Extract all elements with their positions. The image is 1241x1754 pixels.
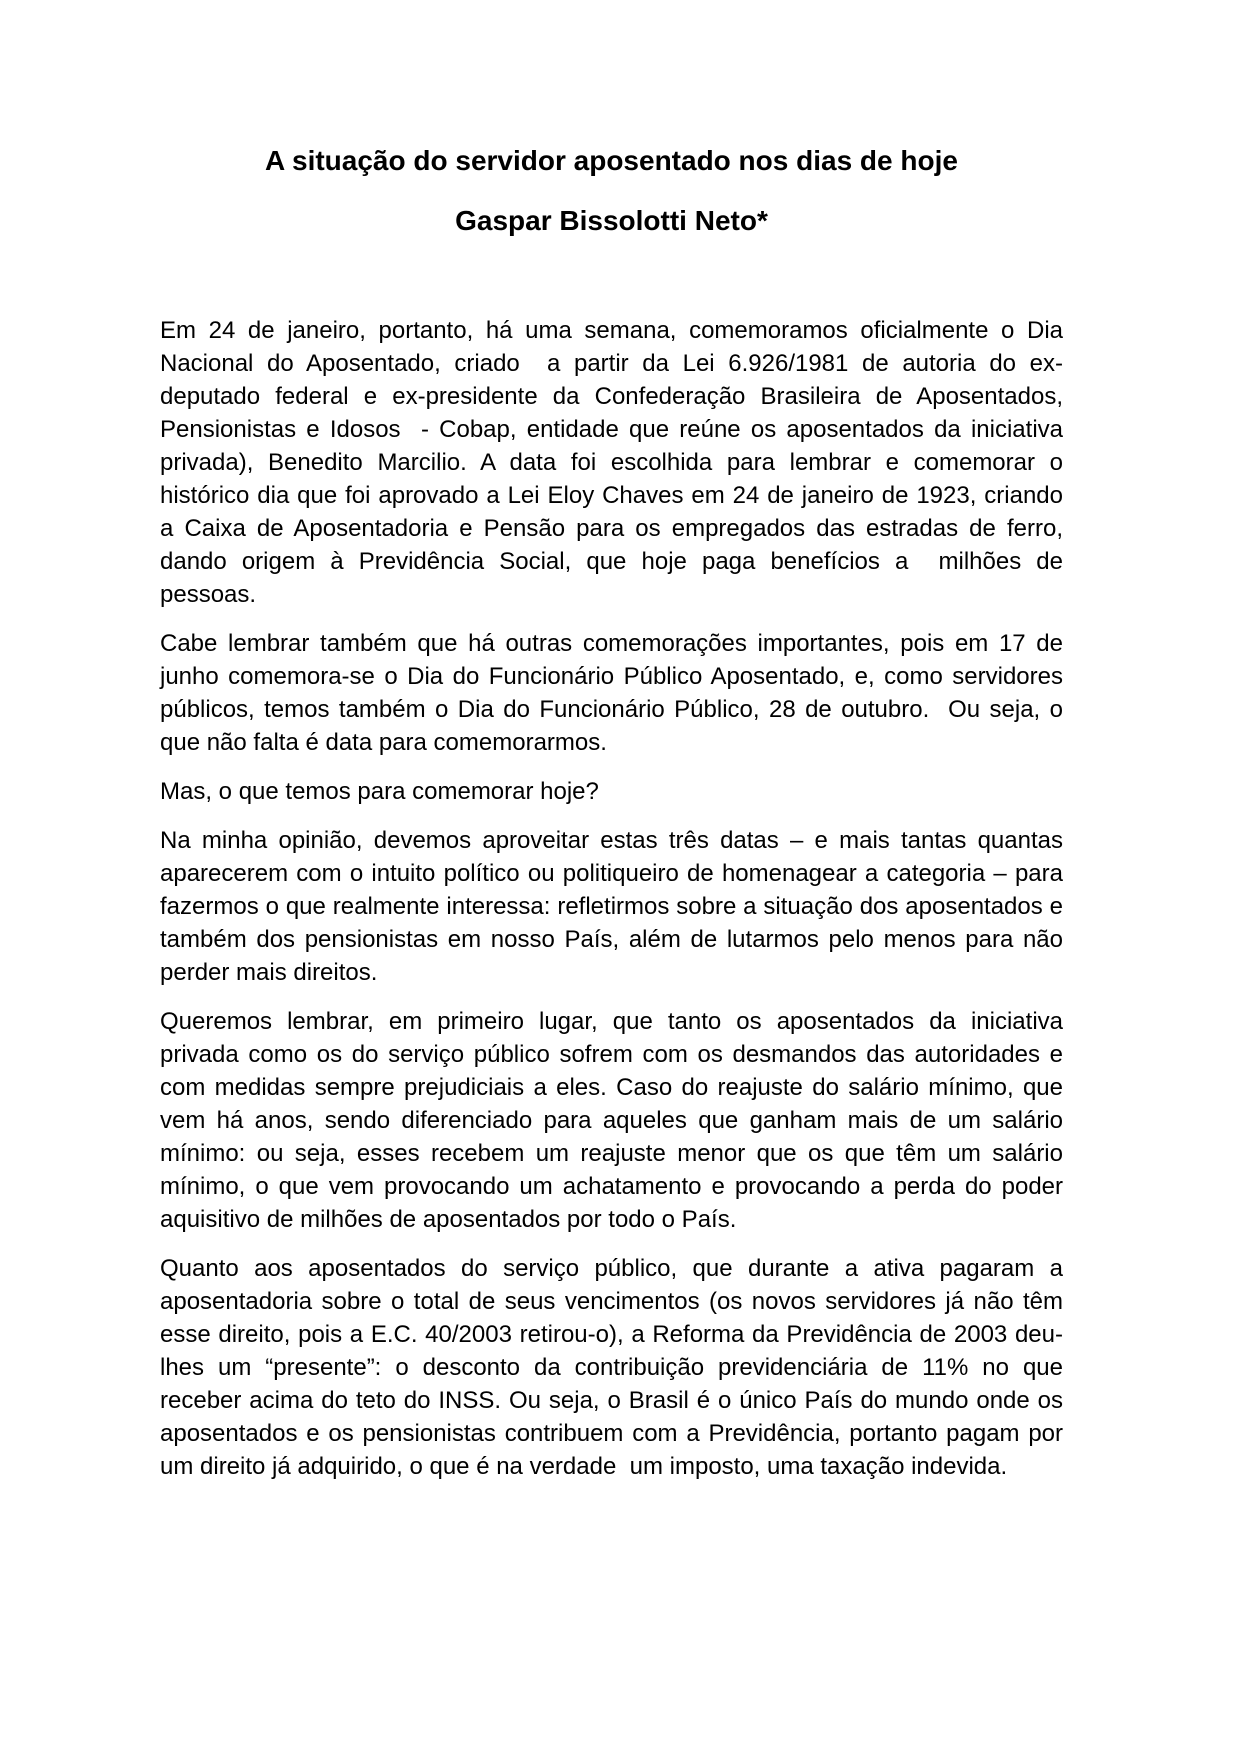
document-body [160,314,1070,1483]
paragraph: Quanto aos aposentados do serviço público, que durante a ativa pagaram a aposentadoria sobre o total de seus vencimentos (os novos servidores já não têm esse direito, pois a E.C. 40/2003 retirou-o), a Reforma da Previdência de 2003 deu-lhes um “presente”: o desconto da contribuição previdenciária de 11% no que receber acima do teto do INSS. Ou seja, o Brasil é o único País do mundo onde os aposentados e os pensionistas contribuem com a Previdência, portanto pagam por um direito já adquirido, o que é na verdade um imposto, uma taxação indevida. [160,1255,1070,1480]
paragraph: Na minha opinião, devemos aproveitar estas três datas – e mais tantas quantas aparecerem com o intuito político ou politiqueiro de homenagear a categoria – para fazermos o que realmente interessa: refletirmos sobre a situação dos aposentados e também dos pensionistas em nosso País, além de lutarmos pelo menos para não perder mais direitos. [160,827,1070,986]
page-title: A situação do servidor aposentado nos dias de hoje [265,145,958,176]
paragraph: Em 24 de janeiro, portanto, há uma semana, comemoramos oficialmente o Dia Nacional do Aposentado, criado a partir da Lei 6.926/1981 de autoria do ex-deputado federal e ex-presidente da Confederação Brasileira de Aposentados, Pensionistas e Idosos - Cobap, entidade que reúne os aposentados da iniciativa privada), Benedito Marcilio. A data foi escolhida para lembrar e comemorar o histórico dia que foi aprovado a Lei Eloy Chaves em 24 de janeiro de 1923, criando a Caixa de Aposentadoria e Pensão para os empregados das estradas de ferro, dando origem à Previdência Social, que hoje paga benefícios a milhões de pessoas. [160,317,1070,608]
paragraph: Queremos lembrar, em primeiro lugar, que tanto os aposentados da iniciativa privada como os do serviço público sofrem com os desmandos das autoridades e com medidas sempre prejudiciais a eles. Caso do reajuste do salário mínimo, que vem há anos, sendo diferenciado para aqueles que ganham mais de um salário mínimo: ou seja, esses recebem um reajuste menor que os que têm um salário mínimo, o que vem provocando um achatamento e provocando a perda do poder aquisitivo de milhões de aposentados por todo o País. [160,1008,1070,1233]
author-line: Gaspar Bissolotti Neto* [455,205,768,236]
paragraph: Cabe lembrar também que há outras comemorações importantes, pois em 17 de junho comemora-se o Dia do Funcionário Público Aposentado, e, como servidores públicos, temos também o Dia do Funcionário Público, 28 de outubro. Ou seja, o que não falta é data para comemorarmos. [160,630,1070,756]
paragraph: Mas, o que temos para comemorar hoje? [160,778,599,805]
